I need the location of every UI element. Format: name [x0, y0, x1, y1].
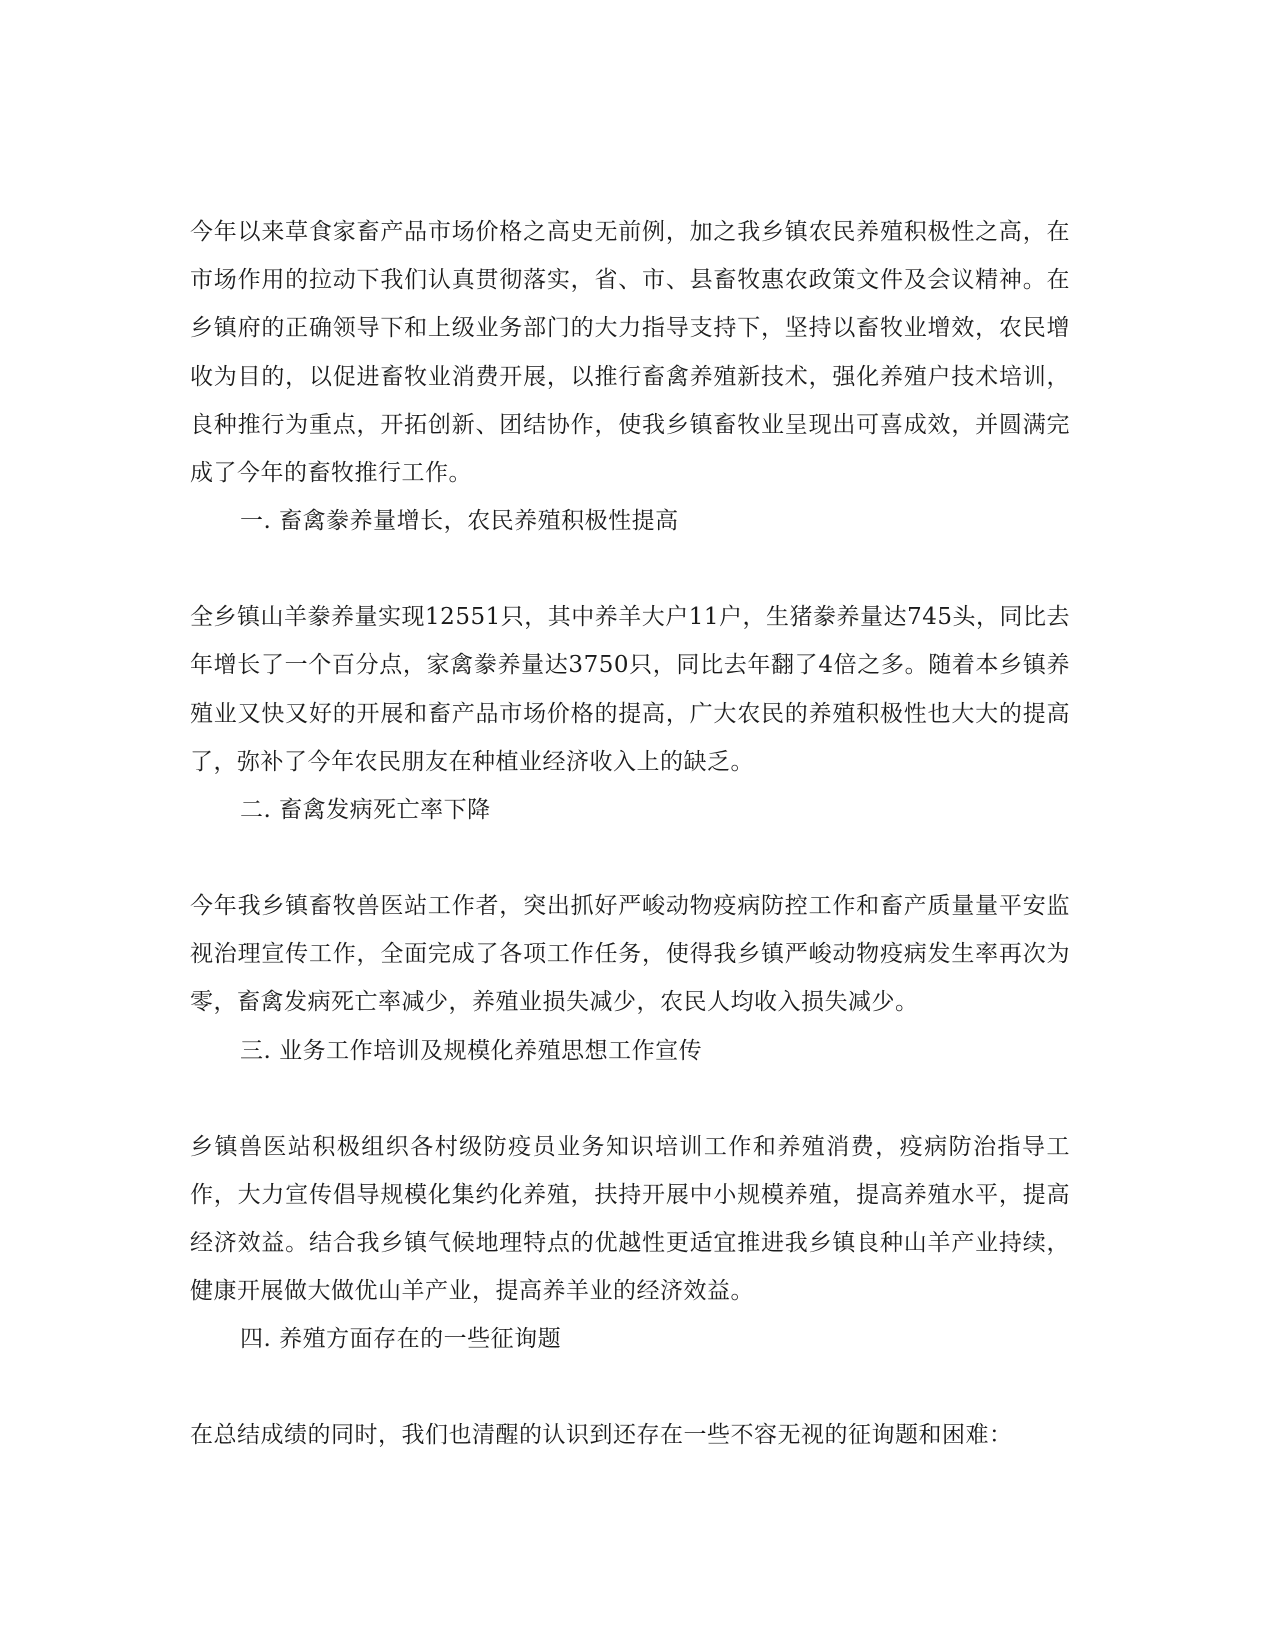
intro-paragraph: 今年以来草食家畜产品市场价格之高史无前例，加之我乡镇农民养殖积极性之高，在市场作用的拉动下我们认真贯彻落实，省、市、县畜牧惠农政策文件及会议精神。在乡镇府的正确领导下和上级业务部门的大力指导支持下，坚持以畜牧业增效，农民增收为目的，以促进畜牧业消费开展，以推行畜禽养殖新技术，强化养殖户技术培训，良种推行为重点，开拓创新、团结协作，使我乡镇畜牧业呈现出可喜成效，并圆满完成了今年的畜牧推行工作。 [190, 219, 1070, 487]
section-heading-3: 三. 业务工作培训及规模化养殖思想工作宣传 [240, 1037, 703, 1064]
section-heading-4: 四. 养殖方面存在的一些征询题 [240, 1326, 562, 1353]
section-body-1: 全乡镇山羊豢养量实现12551只，其中养羊大户11户，生猪豢养量达745头，同比去年增长了一个百分点，家禽豢养量达3750只，同比去年翻了4倍之多。随着本乡镇养殖业又快又好的开展和畜产品市场价格的提高，广大农民的养殖积极性也大大的提高了，弥补了今年农民朋友在种植业经济收入上的缺乏。 [190, 604, 1070, 775]
section-gap [190, 1075, 1070, 1123]
section-body-4: 在总结成绩的同时，我们也清醒的认识到还存在一些不容无视的征询题和困难： [190, 1422, 1013, 1449]
section-gap [190, 545, 1070, 593]
section-gap [190, 1363, 1070, 1411]
document-content [190, 208, 1070, 1460]
section-body-2: 今年我乡镇畜牧兽医站工作者，突出抓好严峻动物疫病防控工作和畜产质量量平安监视治理宣传工作，全面完成了各项工作任务，使得我乡镇严峻动物疫病发生率再次为零，畜禽发病死亡率减少，养殖业损失减少，农民人均收入损失减少。 [190, 893, 1070, 1016]
section-heading-1: 一. 畜禽豢养量增长，农民养殖积极性提高 [240, 508, 679, 535]
section-heading-2: 二. 畜禽发病死亡率下降 [240, 797, 491, 824]
section-gap [190, 834, 1070, 882]
section-body-3: 乡镇兽医站积极组织各村级防疫员业务知识培训工作和养殖消费，疫病防治指导工作，大力宣传倡导规模化集约化养殖，扶持开展中小规模养殖，提高养殖水平，提高经济效益。结合我乡镇气候地理特点的优越性更适宜推进我乡镇良种山羊产业持续，健康开展做大做优山羊产业，提高养羊业的经济效益。 [190, 1133, 1070, 1305]
